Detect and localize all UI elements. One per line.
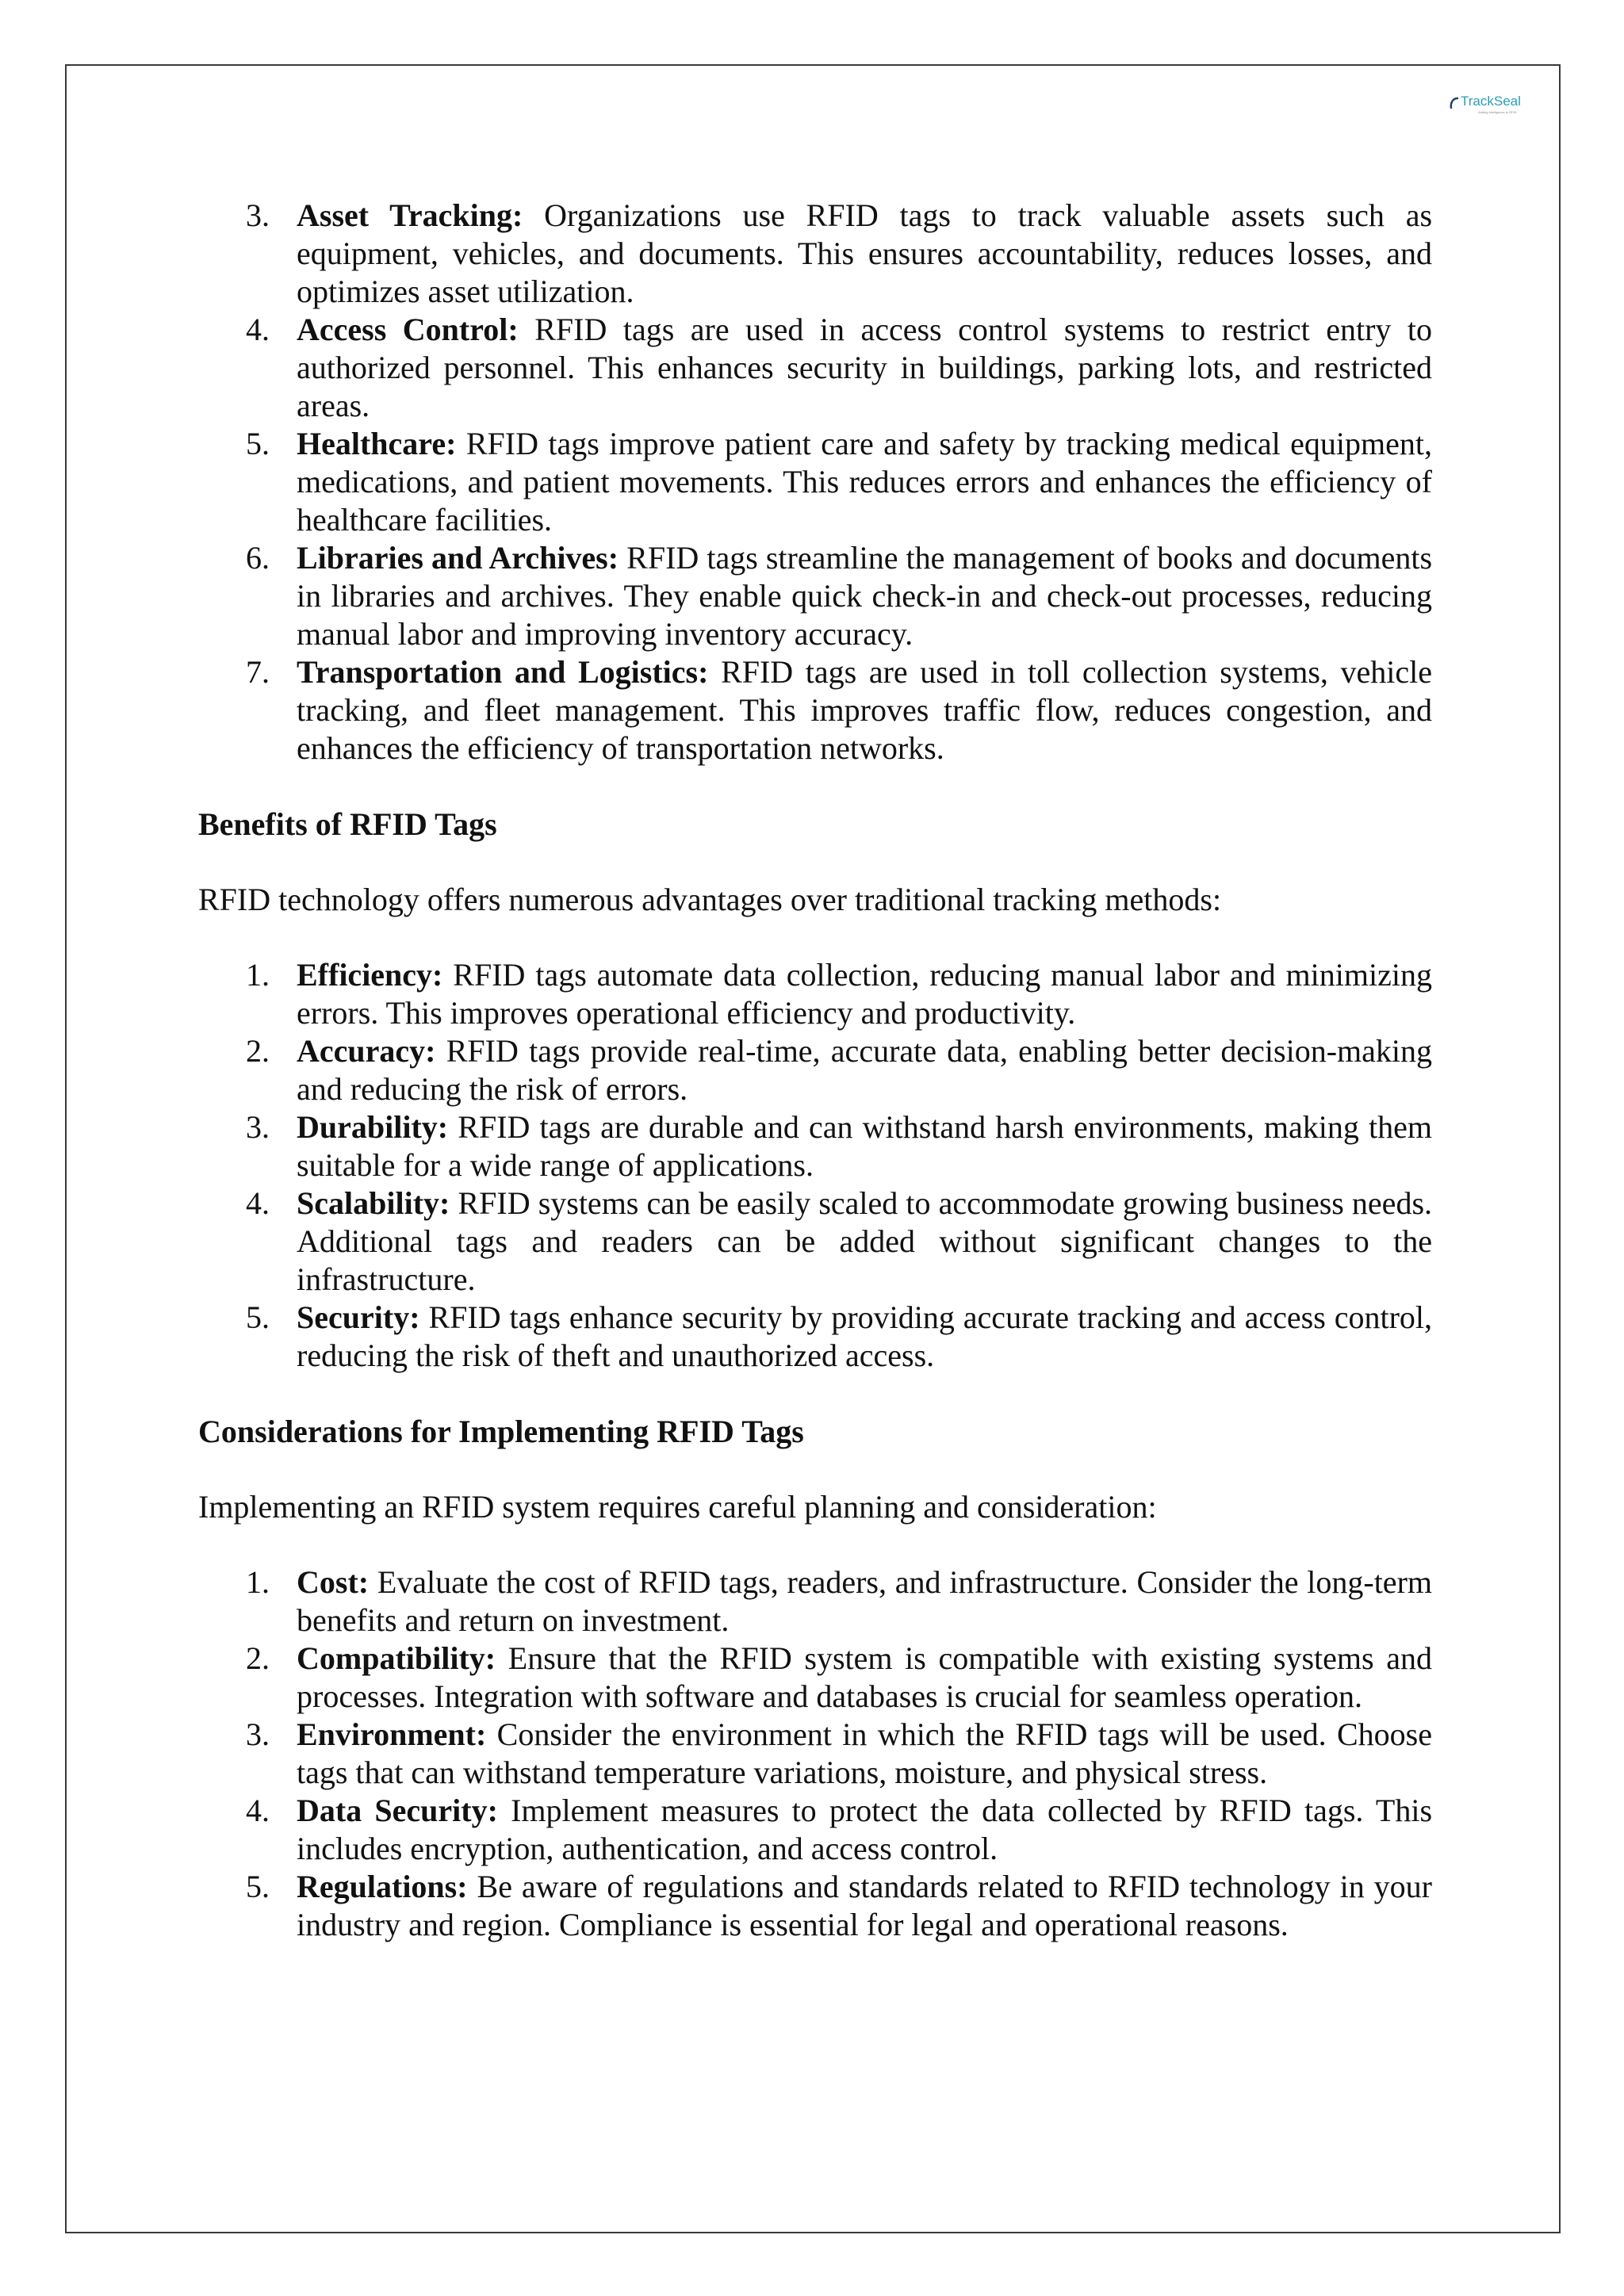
list-item	[198, 311, 1432, 425]
item-number: 5.	[246, 1869, 270, 1904]
list-item	[198, 1032, 1432, 1108]
item-number: 4.	[246, 1185, 270, 1221]
list-item	[198, 197, 1432, 311]
item-term: Security:	[297, 1299, 420, 1335]
trackseal-logo	[1450, 94, 1521, 117]
list-item	[198, 956, 1432, 1032]
item-term: Healthcare:	[297, 426, 457, 461]
item-text: RFID tags provide real-time, accurate data, enabling better decision-making and reducing the risk of errors.	[297, 1033, 1433, 1107]
item-number: 3.	[246, 197, 270, 233]
item-term: Data Security:	[297, 1793, 498, 1828]
item-term: Compatibility:	[297, 1640, 496, 1676]
item-text: Ensure that the RFID system is compatible with existing systems and processes. Integration with software and databases is crucial for seamless operation.	[297, 1640, 1432, 1714]
item-text: RFID systems can be easily scaled to accommodate growing business needs. Additional tags and readers can be added without significant changes to the infrastructure.	[297, 1185, 1433, 1297]
benefits-intro: RFID technology offers numerous advantages over traditional tracking methods:	[198, 882, 1222, 917]
logo-tagline: Adding intelligence to RFID	[1478, 110, 1517, 114]
item-term: Transportation and Logistics:	[297, 654, 709, 690]
considerations-intro: Implementing an RFID system requires careful planning and consideration:	[198, 1489, 1157, 1525]
item-term: Libraries and Archives:	[297, 540, 619, 576]
item-term: Efficiency:	[297, 957, 443, 993]
list-item	[198, 653, 1432, 767]
item-text: Be aware of regulations and standards related to RFID technology in your industry and region. Compliance is essential for legal and operational reasons.	[297, 1869, 1432, 1942]
item-text: RFID tags streamline the management of books and documents in libraries and archives. They enable quick check-in and check-out processes, reducing manual labor and improving inventory accuracy.	[297, 540, 1433, 652]
applications-list	[198, 197, 1432, 767]
item-number: 4.	[246, 312, 270, 347]
item-term: Asset Tracking:	[297, 197, 523, 233]
item-text: Evaluate the cost of RFID tags, readers, and infrastructure. Consider the long-term benefits and return on investment.	[297, 1564, 1432, 1638]
item-text: Consider the environment in which the RFID tags will be used. Choose tags that can withstand temperature variations, moisture, and physical stress.	[297, 1716, 1432, 1790]
item-text: RFID tags improve patient care and safety by tracking medical equipment, medications, and patient movements. This reduces errors and enhances the efficiency of healthcare facilities.	[297, 426, 1433, 538]
list-item	[198, 1792, 1432, 1868]
list-item	[198, 425, 1432, 539]
item-term: Durability:	[297, 1109, 449, 1145]
item-term: Scalability:	[297, 1185, 450, 1221]
item-number: 2.	[246, 1033, 270, 1069]
list-item	[198, 1563, 1432, 1640]
item-number: 1.	[246, 1564, 270, 1600]
item-text: RFID tags are used in access control systems to restrict entry to authorized personnel. This enhances security in buildings, parking lots, and restricted areas.	[297, 312, 1433, 423]
item-term: Environment:	[297, 1716, 487, 1752]
item-number: 5.	[246, 426, 270, 461]
item-text: RFID tags are used in toll collection systems, vehicle tracking, and fleet management. This improves traffic flow, reduces congestion, and enhances the efficiency of transportation networks.	[297, 654, 1433, 766]
considerations-list	[198, 1563, 1432, 1944]
item-number: 4.	[246, 1793, 270, 1828]
item-text: Organizations use RFID tags to track valuable assets such as equipment, vehicles, and documents. This ensures accountability, reduces losses, and optimizes asset utilization.	[297, 197, 1433, 309]
list-item	[198, 1184, 1432, 1299]
benefits-list	[198, 956, 1432, 1375]
item-term: Accuracy:	[297, 1033, 436, 1069]
item-number: 3.	[246, 1109, 270, 1145]
item-text: Implement measures to protect the data collected by RFID tags. This includes encryption, authentication, and access control.	[297, 1793, 1433, 1866]
document-body	[198, 197, 1432, 1944]
item-number: 5.	[246, 1299, 270, 1335]
list-item	[198, 1716, 1432, 1792]
item-number: 2.	[246, 1640, 270, 1676]
logo-brand: TrackSeal	[1461, 94, 1521, 109]
list-item	[198, 1640, 1432, 1716]
considerations-heading: Considerations for Implementing RFID Tags	[198, 1414, 804, 1449]
list-item	[198, 1299, 1432, 1375]
list-item	[198, 1868, 1432, 1944]
item-term: Cost:	[297, 1564, 370, 1600]
item-number: 7.	[246, 654, 270, 690]
item-term: Regulations:	[297, 1869, 468, 1904]
list-item	[198, 1108, 1432, 1184]
list-item	[198, 539, 1432, 653]
logo-arc-icon	[1450, 97, 1459, 109]
item-number: 1.	[246, 957, 270, 993]
benefits-heading: Benefits of RFID Tags	[198, 806, 497, 842]
item-number: 3.	[246, 1716, 270, 1752]
item-number: 6.	[246, 540, 270, 576]
item-text: RFID tags enhance security by providing accurate tracking and access control, reducing the risk of theft and unauthorized access.	[297, 1299, 1432, 1373]
item-text: RFID tags are durable and can withstand harsh environments, making them suitable for a wide range of applications.	[297, 1109, 1433, 1183]
item-text: RFID tags automate data collection, reducing manual labor and minimizing errors. This improves operational efficiency and productivity.	[297, 957, 1432, 1031]
item-term: Access Control:	[297, 312, 519, 347]
